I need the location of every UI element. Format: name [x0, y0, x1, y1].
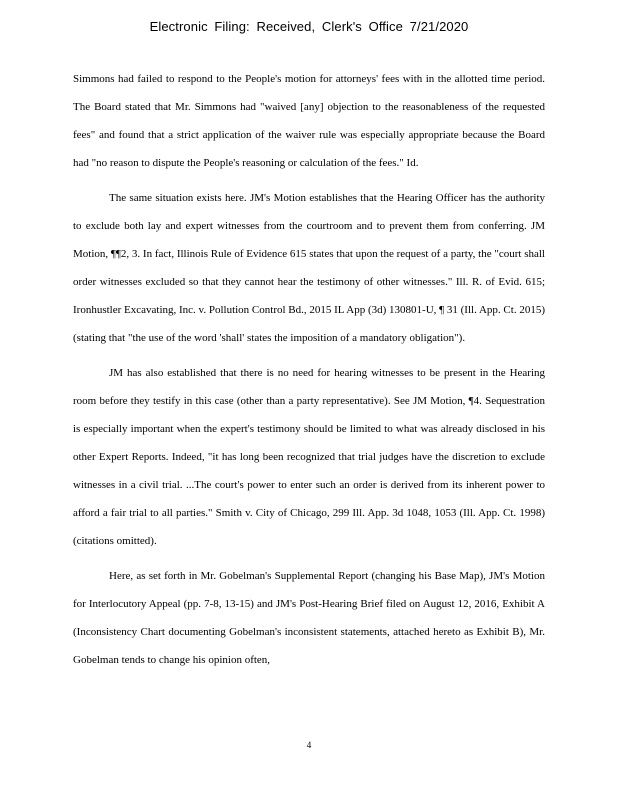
paragraph-3: JM has also established that there is no need for hearing witnesses to be present in the Hearing room before they testify in this case (other than a party representative). See JM Motion, ¶4. Sequestration is especially important when the expert's testimony should be limited to what was already disclosed in his other Expert Reports. Indeed, "it has long been recognized that trial judges have the discretion to exclude witnesses in a civil trial. ...The court's power to enter such an order is derived from its inherent power to afford a fair trial to all parties." Smith v. City of Chicago, 299 Ill. App. 3d 1048, 1053 (Ill. App. Ct. 1998) (citations omitted).	[73, 367, 545, 547]
filing-header: Electronic Filing: Received, Clerk's Office 7/21/2020	[149, 19, 469, 34]
paragraph-1: Simmons had failed to respond to the People's motion for attorneys' fees with in the allotted time period. The Board stated that Mr. Simmons had "waived [any] objection to the reasonableness of the requested fees" and found that a strict application of the waiver rule was especially appropriate because the Board had "no reason to dispute the People's reasoning or calculation of the fees." Id.	[73, 73, 545, 169]
paragraph-2: The same situation exists here. JM's Motion establishes that the Hearing Officer has the authority to exclude both lay and expert witnesses from the courtroom and to prevent them from conferring. JM Motion, ¶¶2, 3. In fact, Illinois Rule of Evidence 615 states that upon the request of a party, the "court shall order witnesses excluded so that they cannot hear the testimony of other witnesses." Ill. R. of Evid. 615; Ironhustler Excavating, Inc. v. Pollution Control Bd., 2015 IL App (3d) 130801-U, ¶ 31 (Ill. App. Ct. 2015) (stating that "the use of the word 'shall' states the imposition of a mandatory obligation").	[73, 192, 545, 344]
paragraph-4: Here, as set forth in Mr. Gobelman's Supplemental Report (changing his Base Map), JM's Motion for Interlocutory Appeal (pp. 7-8, 13-15) and JM's Post-Hearing Brief filed on August 12, 2016, Exhibit A (Inconsistency Chart documenting Gobelman's inconsistent statements, attached hereto as Exhibit B), Mr. Gobelman tends to change his opinion often,	[73, 569, 545, 666]
page-number: 4	[306, 740, 312, 750]
document-body	[73, 66, 545, 682]
